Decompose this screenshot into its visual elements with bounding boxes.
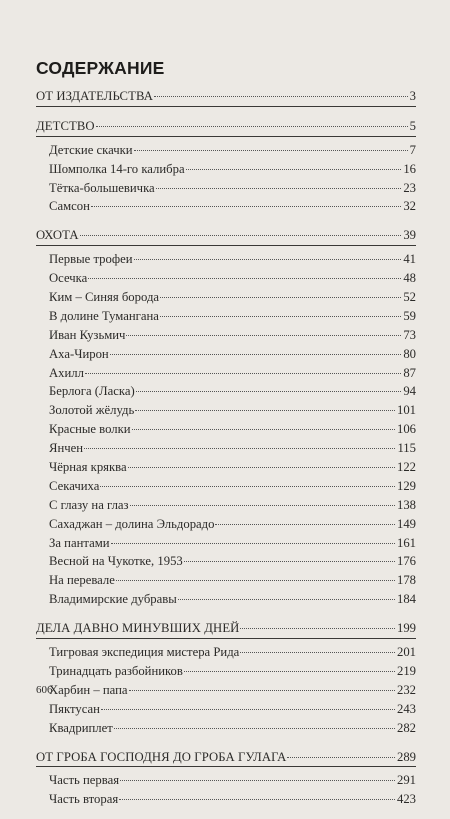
leader-dots <box>132 429 395 430</box>
toc-entry <box>36 269 416 288</box>
entry-page-number: 138 <box>396 497 416 512</box>
entry-title: Первые трофеи <box>49 252 133 267</box>
entry-page-number: 16 <box>403 161 416 176</box>
section-title: ДЕЛА ДАВНО МИНУВШИХ ДНЕЙ <box>36 621 240 636</box>
entry-title: Самсон <box>49 199 90 214</box>
entry-title: Часть вторая <box>49 792 119 807</box>
section-page-number: 3 <box>409 89 416 103</box>
toc-entry <box>36 515 416 534</box>
toc-entry <box>36 771 416 790</box>
entry-title: Харбин – папа <box>49 682 128 697</box>
entry-page-number: 243 <box>396 701 416 716</box>
leader-dots <box>134 259 402 260</box>
entry-title: Иван Кузьмич <box>49 327 126 342</box>
section-page-number: 5 <box>409 118 416 133</box>
leader-dots <box>184 671 395 672</box>
toc-section-heading <box>36 748 416 767</box>
entry-page-number: 59 <box>403 308 416 323</box>
toc-entry <box>36 496 416 515</box>
toc-entry <box>36 307 416 326</box>
entry-title: Часть первая <box>49 773 120 788</box>
leader-dots <box>240 652 395 653</box>
toc-section <box>36 117 416 216</box>
entry-page-number: 232 <box>396 682 416 697</box>
entry-page-number: 201 <box>396 645 416 660</box>
entry-title: За пантами <box>49 535 110 550</box>
section-divider <box>36 136 416 137</box>
entry-title: Золотой жёлудь <box>49 403 135 418</box>
section-divider <box>36 245 416 246</box>
entry-title: Янчен <box>49 441 84 456</box>
entry-page-number: 23 <box>403 180 416 195</box>
entry-page-number: 106 <box>396 422 416 437</box>
leader-dots <box>215 524 394 525</box>
toc-entry <box>36 571 416 590</box>
leader-dots <box>128 467 395 468</box>
leader-dots <box>88 278 401 279</box>
leader-dots <box>110 354 402 355</box>
toc-entry <box>36 179 416 198</box>
leader-dots <box>100 486 395 487</box>
section-page-number: 199 <box>396 621 416 636</box>
leader-dots <box>184 561 395 562</box>
entry-title: Ахилл <box>49 365 84 380</box>
entry-page-number: 101 <box>396 403 416 418</box>
toc-entry <box>36 643 416 662</box>
entry-title: Сахаджан – долина Эльдорадо <box>49 516 215 531</box>
toc-section-heading <box>36 87 416 106</box>
entry-page-number: 184 <box>396 592 416 607</box>
toc-section-heading <box>36 619 416 638</box>
entry-title: Красные волки <box>49 422 131 437</box>
leader-dots <box>178 599 395 600</box>
leader-dots <box>240 628 395 629</box>
leader-dots <box>84 448 395 449</box>
entry-page-number: 7 <box>409 142 416 157</box>
toc-entry <box>36 326 416 345</box>
toc-entry <box>36 288 416 307</box>
section-divider <box>36 638 416 639</box>
entry-title: Квадриплет <box>49 720 113 735</box>
entry-title: Шомполка 14-го калибра <box>49 161 185 176</box>
leader-dots <box>116 580 395 581</box>
leader-dots <box>120 780 395 781</box>
entry-title: Берлога (Ласка) <box>49 384 135 399</box>
toc-section <box>36 226 416 609</box>
section-title: ОХОТА <box>36 228 79 243</box>
entry-page-number: 32 <box>403 199 416 214</box>
entry-page-number: 122 <box>396 460 416 475</box>
section-page-number: 39 <box>403 228 416 243</box>
leader-dots <box>85 373 401 374</box>
entry-page-number: 129 <box>396 478 416 493</box>
toc-entry <box>36 364 416 383</box>
entry-title: С глазу на глаз <box>49 497 129 512</box>
entry-title: Ким – Синяя борода <box>49 290 160 305</box>
leader-dots <box>186 169 402 170</box>
toc-entry <box>36 197 416 216</box>
section-title: ОТ ИЗДАТЕЛЬСТВА <box>36 89 153 103</box>
leader-dots <box>119 799 395 800</box>
leader-dots <box>130 505 395 506</box>
leader-dots <box>287 757 395 758</box>
entry-title: Детские скачки <box>49 142 133 157</box>
toc-entry <box>36 160 416 179</box>
toc-entry <box>36 382 416 401</box>
entry-title: Весной на Чукотке, 1953 <box>49 554 183 569</box>
toc-entry <box>36 790 416 809</box>
entry-title: Осечка <box>49 271 88 286</box>
leader-dots <box>129 690 395 691</box>
leader-dots <box>156 188 402 189</box>
entry-title: Тётка-большевичка <box>49 180 155 195</box>
leader-dots <box>114 728 395 729</box>
toc-entry <box>36 534 416 553</box>
leader-dots <box>135 410 395 411</box>
entry-page-number: 41 <box>403 252 416 267</box>
entry-title: Тринадцать разбойников <box>49 663 183 678</box>
leader-dots <box>160 297 401 298</box>
entry-page-number: 48 <box>403 271 416 286</box>
toc-section <box>36 619 416 737</box>
entry-page-number: 291 <box>396 773 416 788</box>
leader-dots <box>111 543 395 544</box>
toc-entry <box>36 662 416 681</box>
toc-entry <box>36 719 416 738</box>
toc-entry <box>36 458 416 477</box>
entry-page-number: 87 <box>403 365 416 380</box>
entry-page-number: 423 <box>396 792 416 807</box>
entry-page-number: 149 <box>396 516 416 531</box>
leader-dots <box>160 316 401 317</box>
entry-title: На перевале <box>49 573 115 588</box>
entry-page-number: 80 <box>403 346 416 361</box>
entry-page-number: 94 <box>403 384 416 399</box>
entry-page-number: 219 <box>396 663 416 678</box>
section-page-number: 289 <box>396 749 416 764</box>
section-title: ДЕТСТВО <box>36 118 95 133</box>
toc-section <box>36 87 416 107</box>
toc-section <box>36 748 416 810</box>
page-number: 606 <box>36 684 53 696</box>
entry-title: Тигровая экспедиция мистера Рида <box>49 645 240 660</box>
entry-page-number: 73 <box>403 327 416 342</box>
entry-title: Пяктусан <box>49 701 100 716</box>
entry-page-number: 178 <box>396 573 416 588</box>
section-divider <box>36 766 416 767</box>
entry-page-number: 176 <box>396 554 416 569</box>
toc-entry <box>36 250 416 269</box>
toc-entry <box>36 700 416 719</box>
table-of-contents <box>36 87 416 819</box>
toc-entry <box>36 681 416 700</box>
entry-page-number: 161 <box>396 535 416 550</box>
leader-dots <box>126 335 401 336</box>
entry-title: Аха-Чирон <box>49 346 109 361</box>
entry-page-number: 115 <box>397 441 416 456</box>
toc-entry <box>36 420 416 439</box>
entry-page-number: 52 <box>403 290 416 305</box>
leader-dots <box>101 709 395 710</box>
leader-dots <box>80 235 402 236</box>
leader-dots <box>154 96 408 97</box>
toc-entry <box>36 345 416 364</box>
section-divider <box>36 106 416 107</box>
toc-title: СОДЕРЖАНИЕ <box>36 58 165 78</box>
leader-dots <box>91 206 401 207</box>
toc-section-heading <box>36 117 416 136</box>
toc-entry <box>36 590 416 609</box>
leader-dots <box>134 150 408 151</box>
entry-title: В долине Тумангана <box>49 308 159 323</box>
leader-dots <box>96 126 408 127</box>
leader-dots <box>136 391 402 392</box>
entry-title: Владимирские дубравы <box>49 592 177 607</box>
toc-entry <box>36 439 416 458</box>
toc-entry <box>36 477 416 496</box>
toc-section-heading <box>36 226 416 245</box>
entry-title: Чёрная кряква <box>49 460 127 475</box>
toc-entry <box>36 141 416 160</box>
toc-entry <box>36 552 416 571</box>
entry-title: Секачиха <box>49 478 100 493</box>
section-title: ОТ ГРОБА ГОСПОДНЯ ДО ГРОБА ГУЛАГА <box>36 749 287 764</box>
entry-page-number: 282 <box>396 720 416 735</box>
toc-entry <box>36 401 416 420</box>
